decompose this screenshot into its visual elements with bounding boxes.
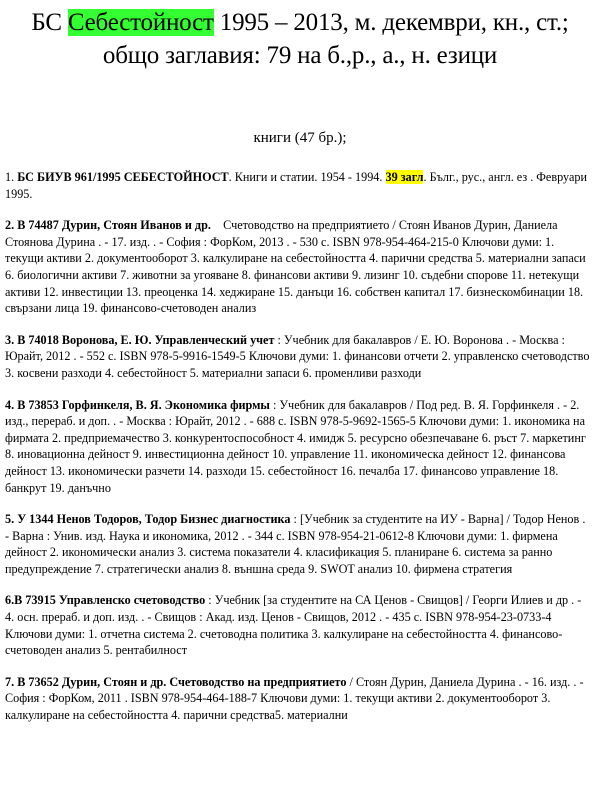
entry-heading: 5. У 1344 Ненов Тодоров, Тодор Бизнес диагностика (5, 512, 291, 527)
entry-text: Счетоводство на предприятието / Стоян Иванов Дурин, Даниела Стоянова Дурина . - 17. изд. . - София : ФорКом, 2013 . - 530 с. ISBN 978-954-464-215-0 Ключови думи: 1. текущи активи 2. документооборот 3. калкулиране на себестойността 4. парични средства 5. материални запаси 6. биологични активи 7. животни за угояване 8. финансови активи 9. лизинг 10. съдебни спорове 11. нетекущи активи 12. инвестиции 13. преоценка 14. хеджиране 15. данъци 16. собствен капитал 17. бизнескомбинации 18. свързани лица 19. финансово-счетоводен анализ (5, 218, 586, 316)
document-page (0, 6, 600, 806)
entry-heading: 2. B 74487 Дурин, Стоян Иванов и др. (5, 218, 211, 233)
bibliography-entry-7 (5, 674, 592, 724)
entry-text: : Учебник для бакалавров / Под ред. В. Я. Горфинкеля . - 2. изд., перераб. и доп. . - Москва : Юрайт, 2012 . - 688 с. ISBN 978-5-9692-1565-5 Ключови думи: 1. икономика на фирмата 2. предприемачество 3. конкурентоспособност 4. имидж 5. ресурсно обезпечаване 6. ръст 7. маркетинг 8. иновационна дейност 9. инвестиционна дейност 10. управление 11. икономическа дейност 12. финансова дейност 13. икономически разчети 14. разходи 15. себестойност 16. печалба 17. финансово управление 18. банкрут 19. данъчно (5, 397, 586, 495)
title-highlight: Себестойност (67, 9, 214, 36)
entry-heading: 4. B 73853 Горфинкеля, В. Я. Экономика фирмы (5, 397, 270, 412)
entry-heading: 6.B 73915 Управленско счетоводство (5, 593, 206, 608)
entry-text: : Учебник [за студентите на СА Ценов - Свищов] / Георги Илиев и др . - 4. осн. прераб. и доп. изд. . - Свищов : Акад. изд. Ценов - Свищов, 2012 . - 435 с. ISBN 978-954-23-0733-4 Ключови думи: 1. отчетна система 2. счетоводна политика 3. калкулиране на себестойността 4. финансово-счетоводен анализ 5. рентабилност (5, 593, 582, 658)
entry-heading: 3. B 74018 Воронова, Е. Ю. Управленческий учет (5, 332, 275, 347)
bibliography-entry-5 (5, 511, 592, 577)
title-line-2: общо заглавия: 79 на б.,р., а., н. езици (102, 42, 498, 69)
entry-count-highlight: 39 загл (385, 170, 424, 184)
entry-text: : [Учебник за студентите на ИУ - Варна] / Тодор Ненов . - Варна : Унив. изд. Наука и икономика, 2012 . - 344 с. ISBN 978-954-21-0612-8 Ключови думи: 1. фирмена дейност 2. икономически анализ 3. система показатели 4. класификация 5. планиране 6. система за ранно предупреждение 7. стратегически анализ 8. външна среда 9. SWOT анализ 10. фирмена стратегия (5, 512, 586, 576)
entry-text-tail: . Бълг., рус., англ. ез . Февруари 1995. (5, 170, 587, 201)
title-suffix: 1995 – 2013, м. декември, кн., ст.; (213, 9, 569, 36)
bibliography-entry-1 (5, 169, 592, 202)
bibliography-entry-2 (5, 217, 592, 317)
bibliography-entry-6 (5, 592, 592, 658)
entry-text: / Стоян Дурин, Даниела Дурина . - 16. изд. . - София : ФорКом, 2011 . ISBN 978-954-464-188-7 Ключови думи: 1. текущи активи 2. документооборот 3. калкулиране на себестойността 4. парични средства5. материални (5, 674, 584, 723)
entry-text: : Учебник для бакалавров / Е. Ю. Воронова . - Москва : Юрайт, 2012 . - 552 с. ISBN 978-5-9916-1549-5 Ключови думи: 1. финансови отчети 2. управленско счетоводство 3. косвени разходи 4. себестойност 5. материални запаси 6. променливи разходи (5, 332, 590, 380)
entry-text: . Книги и статии. 1954 - 1994. (228, 170, 383, 184)
title-prefix: БС (31, 9, 68, 36)
document-title (14, 6, 586, 72)
bibliography-entry-4 (5, 397, 592, 497)
entry-number: 1. (5, 170, 15, 184)
entry-heading: БС БИУВ 961/1995 СЕБЕСТОЙНОСТ (17, 170, 229, 184)
entry-heading: 7. B 73652 Дурин, Стоян и др. Счетоводство на предприятието (5, 674, 347, 689)
bibliography-entry-3 (5, 332, 592, 382)
section-label: книги (47 бр.); (253, 130, 347, 146)
